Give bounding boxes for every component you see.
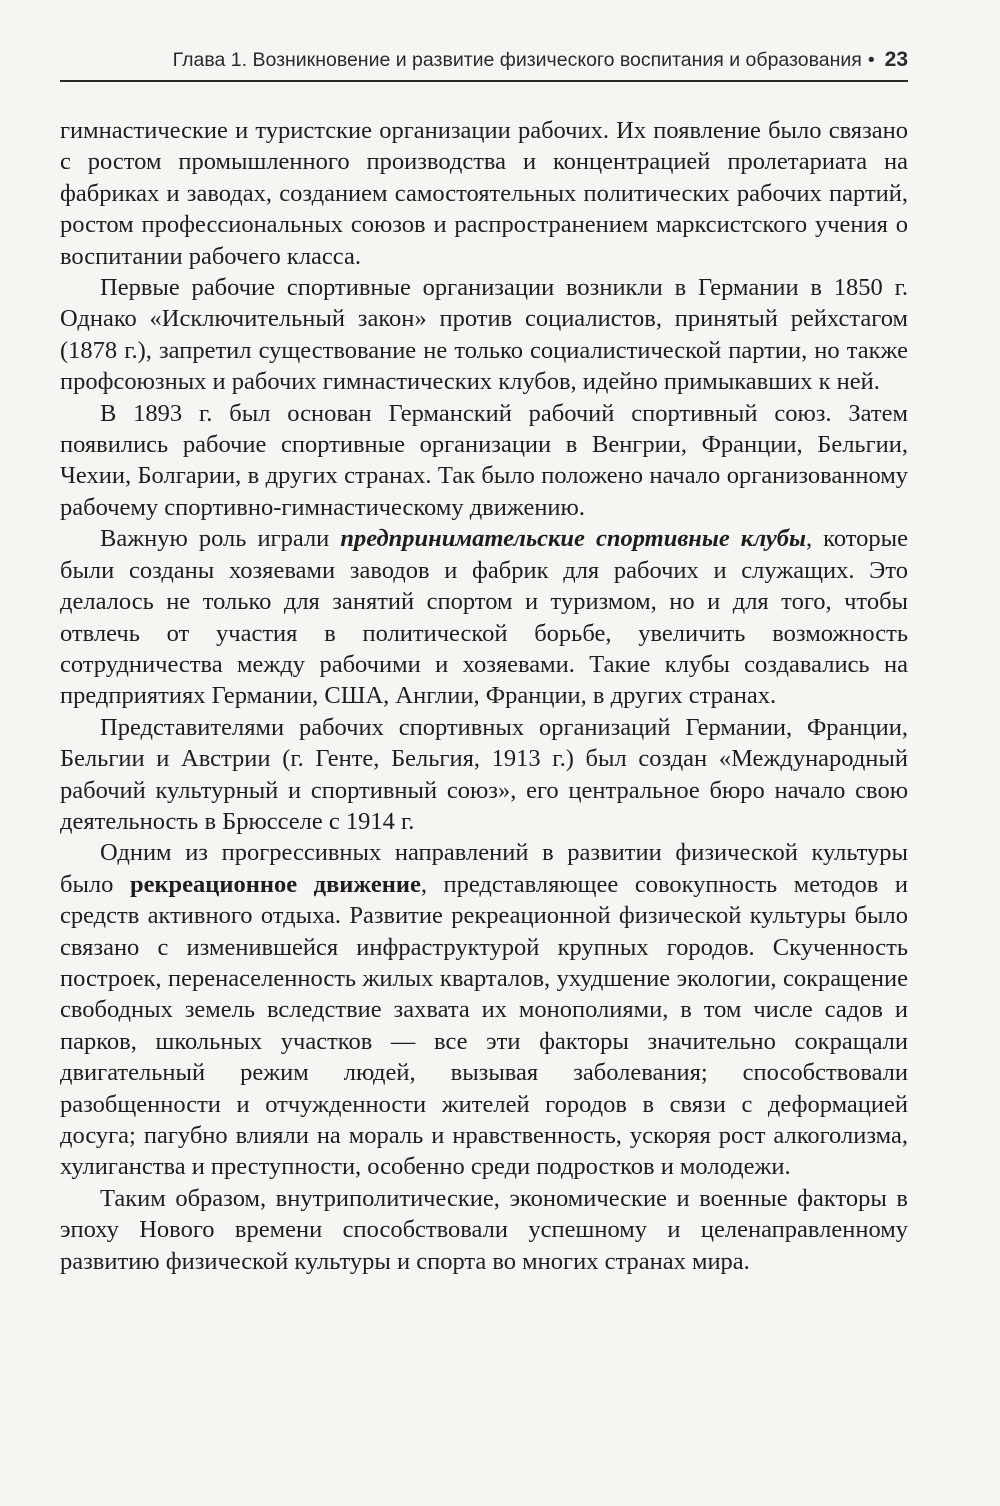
paragraph-3: В 1893 г. был основан Германский рабочий спортивный союз. Затем появились рабочие спортивные организации в Венгрии, Франции, Бельгии, Чехии, Болгарии, в других странах. Так было положено начало организованному рабочему спортивно-гимнастическому движению. [60,399,908,521]
paragraph-4 [60,523,908,711]
running-header [60,40,908,82]
term-recreational-movement: рекреационное движение [129,870,421,898]
header-bullet: • [867,49,875,71]
paragraph-4-lead: Важную роль играли [100,525,341,553]
paragraph-6 [60,837,908,1182]
body-text [60,115,908,1277]
paragraph-6-rest: , представляющее совокупность методов и средств активного отдыха. Развитие рекреационной физической культуры было связано с изменившейся инфраструктурой крупных городов. Скученность построек, перенаселенность жилых кварталов, ухудшение экологии, сокращение свободных земель вследствие захвата их монополиями, в том числе садов и парков, школьных участков — все эти факторы значительно сокращали двигательный режим людей, вызывая заболевания; способствовали разобщенности и отчужденности жителей городов в связи с деформацией досуга; пагубно влияли на мораль и нравственность, ускоряя рост алкоголизма, хулиганства и преступности, особенно среди подростков и молодежи. [60,870,908,1181]
paragraph-5: Представителями рабочих спортивных организаций Германии, Франции, Бельгии и Австрии (г. Генте, Бельгия, 1913 г.) был создан «Международный рабочий культурный и спортивный союз», его центральное бюро начало свою деятельность в Брюсселе с 1914 г. [60,713,908,835]
chapter-title: Глава 1. Возникновение и развитие физического воспитания и образования [172,49,862,71]
paragraph-2: Первые рабочие спортивные организации возникли в Германии в 1850 г. Однако «Исключительный закон» против социалистов, принятый рейхстагом (1878 г.), запретил существование не только социалистической партии, но также профсоюзных и рабочих гимнастических клубов, идейно примыкавших к ней. [60,274,908,396]
page-number: 23 [884,48,908,71]
paragraph-6-lead: Одним из прогрессивных направлений в развитии физической культуры было [60,839,908,898]
paragraph-1: гимнастические и туристские организации рабочих. Их появление было связано с ростом промышленного производства и концентрацией пролетариата на фабриках и заводах, созданием самостоятельных политических рабочих партий, ростом профессиональных союзов и распространением марксистского учения о воспитании рабочего класса. [60,117,908,270]
paragraph-7: Таким образом, внутриполитические, экономические и военные факторы в эпоху Нового времени способствовали успешному и целенаправленному развитию физической культуры и спорта во многих странах мира. [60,1184,908,1275]
term-entrepreneurial-sports-clubs: предпринимательские спортивные клубы [340,525,807,553]
paragraph-4-rest: , которые были созданы хозяевами заводов и фабрик для рабочих и служащих. Это делалось не только для занятий спортом и туризмом, но и для того, чтобы отвлечь от участия в политической борьбе, увеличить возможность сотрудничества между рабочими и хозяевами. Такие клубы создавались на предприятиях Германии, США, Англии, Франции, в других странах. [60,525,908,710]
